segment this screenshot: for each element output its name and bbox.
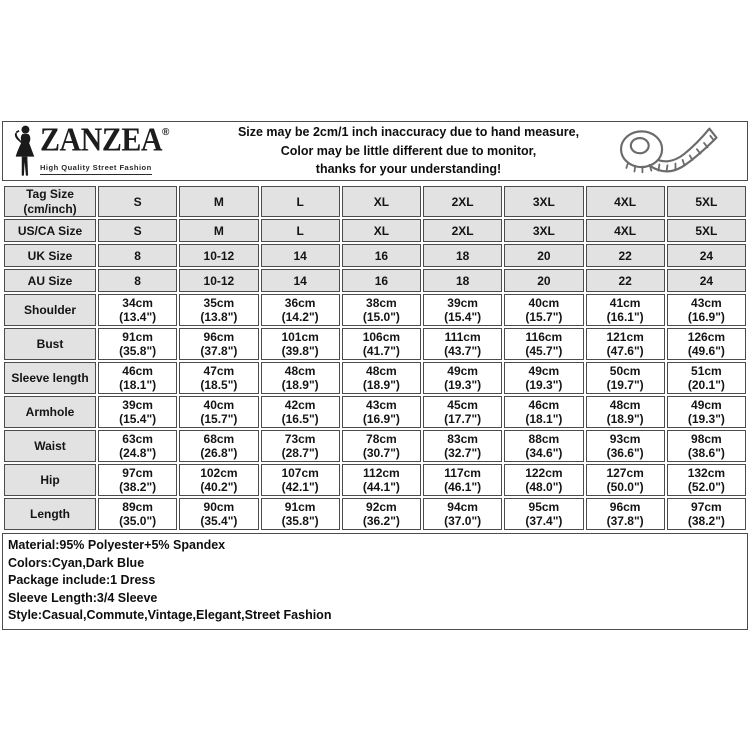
size-value-cell: 24	[667, 269, 746, 292]
measure-cm: 38cm	[366, 295, 397, 310]
measure-cm: 35cm	[203, 295, 235, 310]
measure-inch: (26.8")	[200, 446, 238, 460]
measure-value-cell	[504, 430, 583, 462]
measure-inch: (17.7")	[444, 412, 482, 426]
measure-inch: (15.4")	[444, 310, 482, 324]
measure-inch: (15.7")	[525, 310, 563, 324]
measure-inch: (19.3")	[525, 378, 563, 392]
measure-cm: 126cm	[687, 329, 726, 344]
row-label-cell: Waist	[4, 430, 96, 462]
measure-row	[4, 396, 746, 428]
measuring-tape-icon	[613, 123, 729, 179]
measure-cm: 40cm	[203, 397, 235, 412]
size-row	[4, 219, 746, 242]
measure-value-cell	[261, 328, 340, 360]
measure-value-cell	[261, 362, 340, 394]
measure-inch: (52.0")	[687, 480, 725, 494]
measure-value-cell	[667, 362, 746, 394]
measure-inch: (35.0")	[119, 514, 157, 528]
row-label-cell	[4, 186, 96, 217]
size-value-cell: XL	[342, 186, 421, 217]
measure-inch: (37.0")	[444, 514, 482, 528]
product-detail-line: Colors:Cyan,Dark Blue	[8, 555, 145, 570]
measure-cm: 93cm	[609, 431, 641, 446]
measure-value-cell	[342, 498, 421, 530]
measure-value-cell	[179, 328, 258, 360]
measure-cm: 95cm	[528, 499, 560, 514]
measure-value-cell	[179, 362, 258, 394]
measure-cm: 39cm	[122, 397, 153, 412]
measure-cm: 101cm	[281, 329, 319, 344]
measure-cm: 68cm	[203, 431, 235, 446]
size-value-cell: 22	[586, 244, 665, 267]
measure-row	[4, 362, 746, 394]
size-value-cell: 3XL	[504, 219, 583, 242]
measure-cm: 102cm	[200, 465, 238, 480]
measure-value-cell	[98, 396, 177, 428]
measure-value-cell	[586, 396, 665, 428]
measure-inch: (28.7")	[281, 446, 319, 460]
measure-inch: (18.5")	[200, 378, 238, 392]
measure-inch: (14.2")	[281, 310, 319, 324]
measure-value-cell	[261, 396, 340, 428]
size-value-cell: 10-12	[179, 269, 258, 292]
measure-cm: 49cm	[691, 397, 722, 412]
row-label-cell: Length	[4, 498, 96, 530]
woman-silhouette-icon	[12, 125, 38, 177]
measure-cm: 34cm	[122, 295, 153, 310]
measure-cm: 73cm	[284, 431, 316, 446]
measure-value-cell	[667, 464, 746, 496]
product-detail-line: Sleeve Length:3/4 Sleeve	[8, 590, 158, 605]
measure-cm: 111cm	[444, 329, 481, 344]
measure-cm: 39cm	[447, 295, 478, 310]
product-detail-line: Package include:1 Dress	[8, 573, 156, 587]
size-value-cell: XL	[342, 219, 421, 242]
measure-cm: 94cm	[447, 499, 478, 514]
size-value-cell: 10-12	[179, 244, 258, 267]
measure-value-cell	[586, 362, 665, 394]
measure-value-cell	[586, 294, 665, 326]
measure-inch: (38.6")	[687, 446, 725, 460]
measure-value-cell	[504, 498, 583, 530]
size-value-cell: M	[179, 186, 258, 217]
measure-cm: 63cm	[122, 431, 153, 446]
measure-cm: 96cm	[609, 499, 641, 514]
measure-cm: 121cm	[606, 329, 644, 344]
measure-inch: (16.9")	[362, 412, 400, 426]
measure-cm: 45cm	[447, 397, 478, 412]
measure-inch: (37.8")	[200, 344, 238, 358]
size-value-cell: 18	[423, 269, 502, 292]
measure-value-cell	[261, 498, 340, 530]
measure-value-cell	[667, 396, 746, 428]
measure-value-cell	[98, 498, 177, 530]
measure-inch: (18.9")	[362, 378, 400, 392]
measure-cm: 48cm	[284, 363, 316, 378]
size-value-cell: M	[179, 219, 258, 242]
measure-value-cell	[586, 328, 665, 360]
measure-cm: 40cm	[528, 295, 560, 310]
measure-cm: 98cm	[691, 431, 722, 446]
measure-cm: 36cm	[284, 295, 316, 310]
measure-cm: 46cm	[528, 397, 560, 412]
measure-inch: (16.1")	[606, 310, 644, 324]
measure-cm: 91cm	[122, 329, 153, 344]
size-value-cell: 14	[261, 269, 340, 292]
measure-inch: (35.8")	[281, 514, 319, 528]
measure-cm: 116cm	[525, 329, 563, 344]
row-label-cell: Sleeve length	[4, 362, 96, 394]
measure-inch: (35.8")	[119, 344, 157, 358]
measure-cm: 83cm	[447, 431, 478, 446]
measure-inch: (40.2")	[200, 480, 238, 494]
measure-inch: (50.0")	[606, 480, 644, 494]
measure-cm: 97cm	[122, 465, 153, 480]
measure-value-cell	[504, 464, 583, 496]
measure-inch: (43.7")	[444, 344, 482, 358]
size-value-cell: 16	[342, 244, 421, 267]
size-value-cell: 8	[98, 269, 177, 292]
measure-inch: (18.1")	[525, 412, 563, 426]
measure-value-cell	[179, 294, 258, 326]
measure-inch: (45.7")	[525, 344, 563, 358]
size-value-cell: 14	[261, 244, 340, 267]
measure-cm: 48cm	[609, 397, 641, 412]
product-detail-line: Style:Casual,Commute,Vintage,Elegant,Street Fashion	[8, 608, 332, 622]
measure-cm: 42cm	[284, 397, 316, 412]
measure-cm: 90cm	[203, 499, 235, 514]
measure-value-cell	[423, 294, 502, 326]
measure-inch: (24.8")	[119, 446, 157, 460]
measure-value-cell	[504, 294, 583, 326]
measure-cm: 47cm	[203, 363, 235, 378]
measure-value-cell	[261, 464, 340, 496]
measure-cm: 50cm	[609, 363, 641, 378]
measure-inch: (30.7")	[362, 446, 400, 460]
measure-cm: 97cm	[691, 499, 722, 514]
measure-value-cell	[423, 328, 502, 360]
measure-inch: (19.3")	[687, 412, 725, 426]
chart-header	[2, 121, 748, 181]
measure-inch: (18.1")	[119, 378, 157, 392]
measure-value-cell	[586, 498, 665, 530]
row-label-cell: Hip	[4, 464, 96, 496]
notice-line-2: Color may be little different due to monitor,	[280, 143, 537, 158]
measure-row	[4, 464, 746, 496]
measure-value-cell	[423, 464, 502, 496]
measure-value-cell	[423, 430, 502, 462]
measure-inch: (34.6")	[525, 446, 563, 460]
measure-value-cell	[179, 464, 258, 496]
measure-inch: (38.2")	[687, 514, 725, 528]
measure-cm: 96cm	[203, 329, 235, 344]
measure-cm: 88cm	[528, 431, 560, 446]
measure-inch: (36.6")	[606, 446, 644, 460]
measure-row	[4, 294, 746, 326]
measurement-notice	[204, 123, 613, 179]
notice-line-3: thanks for your understanding!	[315, 162, 502, 177]
measure-inch: (13.8")	[200, 310, 238, 324]
size-value-cell: 20	[504, 244, 583, 267]
size-value-cell: 24	[667, 244, 746, 267]
size-value-cell: 4XL	[586, 219, 665, 242]
measure-cm: 127cm	[606, 465, 644, 480]
measure-value-cell	[179, 396, 258, 428]
measure-value-cell	[423, 362, 502, 394]
measure-cm: 122cm	[525, 465, 563, 480]
size-value-cell: 5XL	[667, 219, 746, 242]
measure-value-cell	[342, 328, 421, 360]
measure-inch: (35.4")	[200, 514, 238, 528]
size-value-cell: 3XL	[504, 186, 583, 217]
brand-text-block	[40, 121, 170, 175]
measure-inch: (48.0")	[525, 480, 563, 494]
measure-inch: (36.2")	[362, 514, 400, 528]
measure-inch: (19.7")	[606, 378, 644, 392]
size-chart-sheet	[2, 121, 748, 630]
measure-inch: (42.1")	[281, 480, 319, 494]
measure-value-cell	[98, 362, 177, 394]
measure-cm: 117cm	[444, 465, 481, 480]
measure-inch: (32.7")	[444, 446, 482, 460]
row-label-sub: (cm/inch)	[23, 201, 77, 216]
measure-value-cell	[98, 294, 177, 326]
row-label-cell: UK Size	[4, 244, 96, 267]
measure-inch: (37.8")	[606, 514, 644, 528]
measure-value-cell	[98, 328, 177, 360]
measure-cm: 43cm	[691, 295, 722, 310]
measure-inch: (15.4")	[119, 412, 157, 426]
measure-value-cell	[586, 464, 665, 496]
size-value-cell: 2XL	[423, 186, 502, 217]
measure-value-cell	[342, 362, 421, 394]
measure-cm: 46cm	[122, 363, 153, 378]
measure-value-cell	[179, 430, 258, 462]
size-value-cell: L	[261, 186, 340, 217]
measure-value-cell	[261, 294, 340, 326]
size-value-cell: 16	[342, 269, 421, 292]
product-detail-line: Material:95% Polyester+5% Spandex	[8, 538, 226, 552]
row-label-cell: Shoulder	[4, 294, 96, 326]
measure-value-cell	[342, 430, 421, 462]
measure-inch: (18.9")	[281, 378, 319, 392]
row-label-cell: Bust	[4, 328, 96, 360]
measure-row	[4, 430, 746, 462]
notice-line-1: Size may be 2cm/1 inch inaccuracy due to hand measure,	[237, 125, 580, 140]
measure-cm: 51cm	[691, 363, 722, 378]
measure-value-cell	[261, 430, 340, 462]
size-value-cell: 20	[504, 269, 583, 292]
measure-value-cell	[586, 430, 665, 462]
measure-value-cell	[667, 430, 746, 462]
measure-inch: (46.1")	[444, 480, 482, 494]
measure-inch: (16.9")	[687, 310, 725, 324]
measure-cm: 49cm	[447, 363, 478, 378]
measure-cm: 78cm	[366, 431, 397, 446]
size-value-cell: S	[98, 219, 177, 242]
measure-inch: (15.0")	[362, 310, 400, 324]
measure-inch: (39.8")	[281, 344, 319, 358]
measure-value-cell	[504, 396, 583, 428]
measure-value-cell	[423, 498, 502, 530]
row-label-cell: US/CA Size	[4, 219, 96, 242]
measure-value-cell	[504, 362, 583, 394]
size-value-cell: 22	[586, 269, 665, 292]
brand-name: ZANZEA	[40, 121, 163, 159]
measure-cm: 43cm	[366, 397, 397, 412]
measure-value-cell	[98, 430, 177, 462]
size-value-cell: L	[261, 219, 340, 242]
size-row	[4, 244, 746, 267]
measure-value-cell	[179, 498, 258, 530]
size-value-cell: S	[98, 186, 177, 217]
measure-cm: 112cm	[363, 465, 400, 480]
measure-inch: (13.4")	[119, 310, 157, 324]
measure-cm: 48cm	[366, 363, 397, 378]
measure-inch: (38.2")	[119, 480, 157, 494]
measure-cm: 106cm	[362, 329, 401, 344]
measure-value-cell	[342, 464, 421, 496]
measure-inch: (16.5")	[281, 412, 319, 426]
measure-cm: 41cm	[609, 295, 641, 310]
size-value-cell: 5XL	[667, 186, 746, 217]
size-value-cell: 2XL	[423, 219, 502, 242]
brand-logo	[3, 121, 204, 177]
row-label: Tag Size	[26, 187, 74, 201]
brand-slogan: High Quality Street Fashion	[40, 163, 152, 175]
measure-value-cell	[667, 328, 746, 360]
measure-inch: (49.6")	[687, 344, 725, 358]
measure-cm: 92cm	[366, 499, 397, 514]
measure-inch: (44.1")	[362, 480, 400, 494]
measure-cm: 107cm	[281, 465, 319, 480]
measure-value-cell	[504, 328, 583, 360]
measure-value-cell	[423, 396, 502, 428]
measure-inch: (37.4")	[525, 514, 563, 528]
measure-row	[4, 328, 746, 360]
measure-cm: 91cm	[284, 499, 316, 514]
measure-value-cell	[667, 498, 746, 530]
product-details	[2, 533, 748, 630]
size-table	[2, 184, 748, 532]
measure-cm: 89cm	[122, 499, 153, 514]
measure-inch: (18.9")	[606, 412, 644, 426]
size-table-body	[4, 186, 746, 530]
measure-cm: 49cm	[528, 363, 560, 378]
size-row	[4, 186, 746, 217]
size-row	[4, 269, 746, 292]
measure-inch: (41.7")	[362, 344, 400, 358]
size-value-cell: 18	[423, 244, 502, 267]
measure-value-cell	[667, 294, 746, 326]
row-label-cell: AU Size	[4, 269, 96, 292]
measure-inch: (20.1")	[687, 378, 725, 392]
measure-inch: (15.7")	[200, 412, 238, 426]
measure-value-cell	[342, 294, 421, 326]
measure-row	[4, 498, 746, 530]
measure-inch: (47.6")	[606, 344, 644, 358]
measure-cm: 132cm	[687, 465, 726, 480]
registered-mark: ®	[162, 127, 170, 138]
row-label-cell: Armhole	[4, 396, 96, 428]
measure-value-cell	[98, 464, 177, 496]
measure-inch: (19.3")	[444, 378, 482, 392]
size-value-cell: 8	[98, 244, 177, 267]
measure-value-cell	[342, 396, 421, 428]
size-value-cell: 4XL	[586, 186, 665, 217]
